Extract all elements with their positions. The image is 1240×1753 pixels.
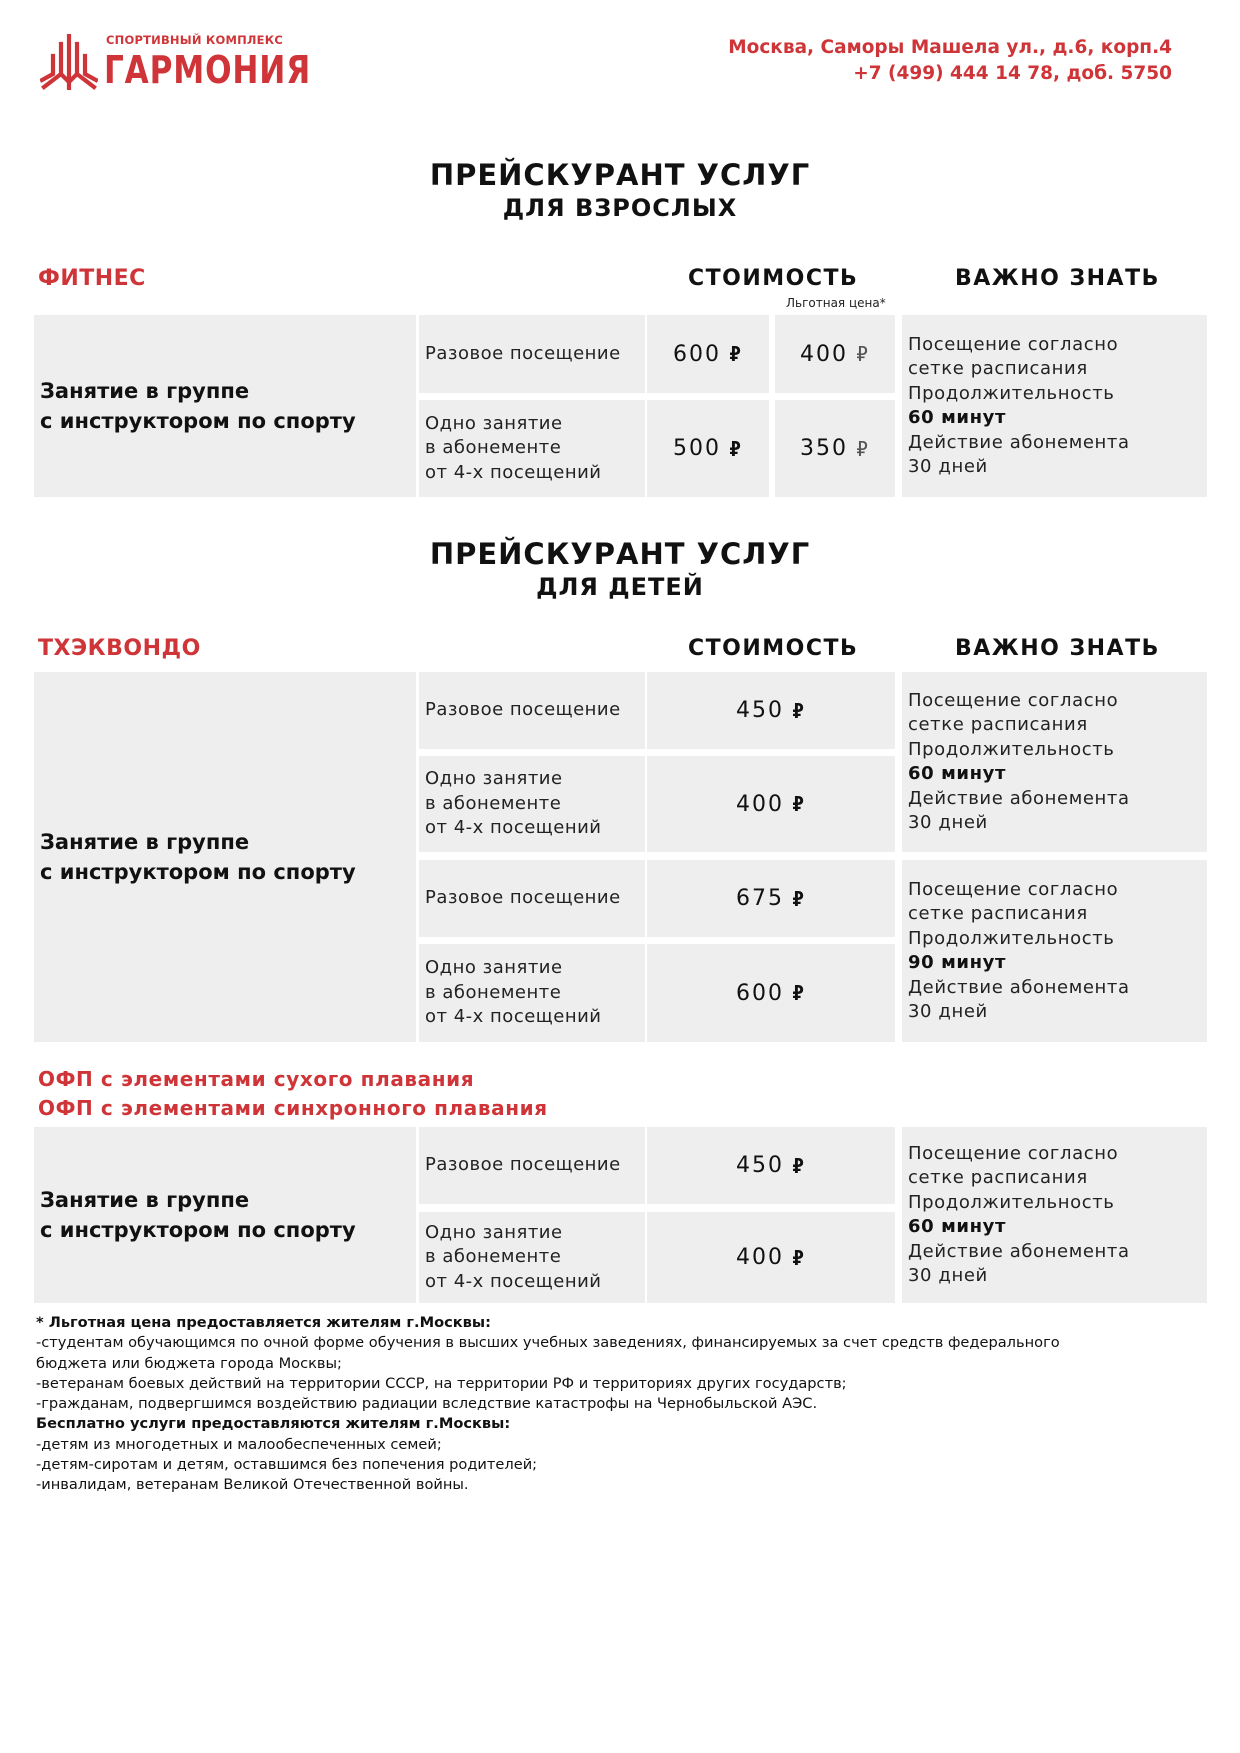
page-title: ПРЕЙСКУРАНТ УСЛУГ [429, 537, 811, 571]
info-line: Посещение согласно [908, 1142, 1119, 1164]
duration-value: 60 минут [908, 763, 1007, 784]
price-cell [647, 315, 769, 393]
info-line: Продолжительность [908, 1191, 1115, 1213]
ruble-icon: ₽ [855, 342, 871, 366]
price-cell [647, 756, 895, 852]
contact-block [728, 35, 1172, 87]
phone: +7 (499) 444 14 78, доб. 5750 [853, 63, 1172, 84]
price-value: 600 [735, 980, 784, 1006]
info-line: 30 дней [908, 456, 988, 477]
important-info-cell [902, 1127, 1207, 1303]
visit-type-cell [419, 1212, 645, 1303]
footnote-item: -ветеранам боевых действий на территории СССР, на территории РФ и территориях других государств; [36, 1374, 847, 1392]
important-info-cell [902, 672, 1207, 852]
price-cell [647, 672, 895, 749]
info-line: Посещение согласно [908, 878, 1119, 900]
kids-title-block [0, 537, 1240, 601]
page-title: ПРЕЙСКУРАНТ УСЛУГ [429, 158, 811, 192]
adult-title-block [0, 158, 1240, 222]
info-line: Продолжительность [908, 927, 1115, 949]
info-line: сетке расписания [908, 358, 1088, 379]
info-line: 30 дней [908, 812, 988, 833]
info-line: сетке расписания [908, 714, 1088, 735]
column-header-price: СТОИМОСТЬ [688, 636, 859, 661]
price-value: 450 [735, 698, 784, 723]
price-value: 600 [672, 341, 721, 367]
visit-type-cell [419, 672, 645, 749]
section-title-fitness: ФИТНЕС [38, 266, 146, 291]
price-value: 675 [735, 886, 784, 911]
visit-type-cell [419, 944, 645, 1042]
brand-tagline: СПОРТИВНЫЙ КОМПЛЕКС [106, 33, 283, 47]
info-line: Продолжительность [908, 738, 1115, 760]
column-header-price: СТОИМОСТЬ [688, 266, 859, 291]
info-line: Продолжительность [908, 382, 1115, 404]
ruble-icon: ₽ [791, 886, 807, 911]
visit-type-label: Разовое посещение [425, 1154, 621, 1176]
duration-value: 60 минут [908, 1216, 1007, 1237]
visit-type-label: Разовое посещение [425, 699, 621, 721]
discount-price-value: 350 [799, 436, 848, 461]
ruble-icon: ₽ [855, 436, 871, 461]
visit-type-cell [419, 1127, 645, 1204]
important-info-cell [902, 315, 1207, 497]
ofp-section-titles [38, 1065, 548, 1123]
price-cell [647, 400, 769, 497]
price-cell [647, 1212, 895, 1303]
section-title-taekwondo: ТХЭКВОНДО [38, 636, 201, 661]
visit-type-cell [419, 315, 645, 393]
harmonia-logo-icon [40, 34, 98, 90]
info-line: Действие абонемента [908, 976, 1130, 998]
visit-type-label: Разовое посещение [425, 342, 621, 364]
price-cell [647, 860, 895, 937]
visit-type-label: Одно занятие в абонементе от 4-х посещений [425, 768, 602, 839]
important-info-cell [902, 860, 1207, 1042]
ruble-icon: ₽ [728, 342, 744, 366]
service-name-line: с инструктором по спорту [40, 409, 356, 433]
service-name-cell [34, 1127, 416, 1303]
price-value: 450 [735, 1153, 784, 1178]
info-line: 30 дней [908, 1265, 988, 1286]
visit-type-cell [419, 860, 645, 937]
duration-value: 90 минут [908, 952, 1007, 973]
service-name-line: с инструктором по спорту [40, 860, 356, 884]
visit-type-label: Одно занятие в абонементе от 4-х посещений [425, 957, 602, 1028]
discount-price-cell [775, 315, 895, 393]
footnote-item: -детям-сиротам и детям, оставшимся без попечения родителей; [36, 1456, 538, 1474]
duration-value: 60 минут [908, 407, 1007, 428]
footnote-item: -детям из многодетных и малообеспеченных семей; [36, 1435, 442, 1453]
info-line: Посещение согласно [908, 689, 1119, 711]
service-name-cell [34, 672, 416, 1042]
info-line: Действие абонемента [908, 431, 1130, 453]
visit-type-cell [419, 400, 645, 497]
section-title-ofp-sync: ОФП с элементами синхронного плавания [38, 1096, 548, 1120]
info-line: 30 дней [908, 1001, 988, 1022]
info-line: сетке расписания [908, 1167, 1088, 1188]
price-cell [647, 1127, 895, 1204]
service-name-line: Занятие в группе [40, 830, 250, 854]
visit-type-cell [419, 756, 645, 852]
info-line: сетке расписания [908, 903, 1088, 924]
info-line: Действие абонемента [908, 787, 1130, 809]
page-subtitle: ДЛЯ ДЕТЕЙ [536, 573, 704, 601]
visit-type-label: Одно занятие в абонементе от 4-х посещений [425, 412, 602, 483]
service-name-line: с инструктором по спорту [40, 1218, 356, 1242]
column-header-info: ВАЖНО ЗНАТЬ [955, 636, 1160, 661]
page-subtitle: ДЛЯ ВЗРОСЛЫХ [502, 194, 738, 222]
ruble-icon: ₽ [791, 981, 807, 1005]
service-name-line: Занятие в группе [40, 379, 250, 403]
info-line: Посещение согласно [908, 333, 1119, 355]
visit-type-label: Разовое посещение [425, 887, 621, 909]
discount-price-value: 400 [799, 341, 848, 367]
price-value: 400 [735, 1245, 784, 1270]
discount-price-note: Льготная цена* [786, 296, 886, 310]
footnote-heading: Бесплатно услуги предоставляются жителям г.Москвы: [36, 1415, 511, 1433]
ruble-icon: ₽ [728, 436, 744, 461]
brand-name: ГАРМОНИЯ [104, 48, 312, 92]
footnote-item: бюджета или бюджета города Москвы; [36, 1354, 342, 1372]
price-value: 500 [672, 436, 721, 461]
footnote-item: -гражданам, подвергшимся воздействию радиации вследствие катастрофы на Чернобыльской АЭС. [36, 1395, 818, 1413]
footnote-heading: * Льготная цена предоставляется жителям г.Москвы: [36, 1314, 491, 1331]
footnote-item: -инвалидам, ветеранам Великой Отечественной войны. [36, 1476, 469, 1494]
address: Москва, Саморы Машела ул., д.6, корп.4 [728, 37, 1172, 58]
section-title-ofp-dry: ОФП с элементами сухого плавания [38, 1067, 475, 1091]
ruble-icon: ₽ [791, 698, 807, 723]
price-cell [647, 944, 895, 1042]
ruble-icon: ₽ [791, 792, 807, 816]
info-line: Действие абонемента [908, 1240, 1130, 1262]
discount-price-cell [775, 400, 895, 497]
footnote [36, 1313, 1206, 1496]
ruble-icon: ₽ [791, 1153, 807, 1178]
service-name-line: Занятие в группе [40, 1188, 250, 1212]
footnote-item: -студентам обучающимся по очной форме обучения в высших учебных заведениях, финансируемых за счет средств федерального [36, 1334, 1060, 1352]
column-header-info: ВАЖНО ЗНАТЬ [955, 266, 1160, 291]
service-name-cell [34, 315, 416, 497]
ruble-icon: ₽ [791, 1245, 807, 1270]
price-value: 400 [735, 791, 784, 817]
visit-type-label: Одно занятие в абонементе от 4-х посещений [425, 1221, 602, 1292]
